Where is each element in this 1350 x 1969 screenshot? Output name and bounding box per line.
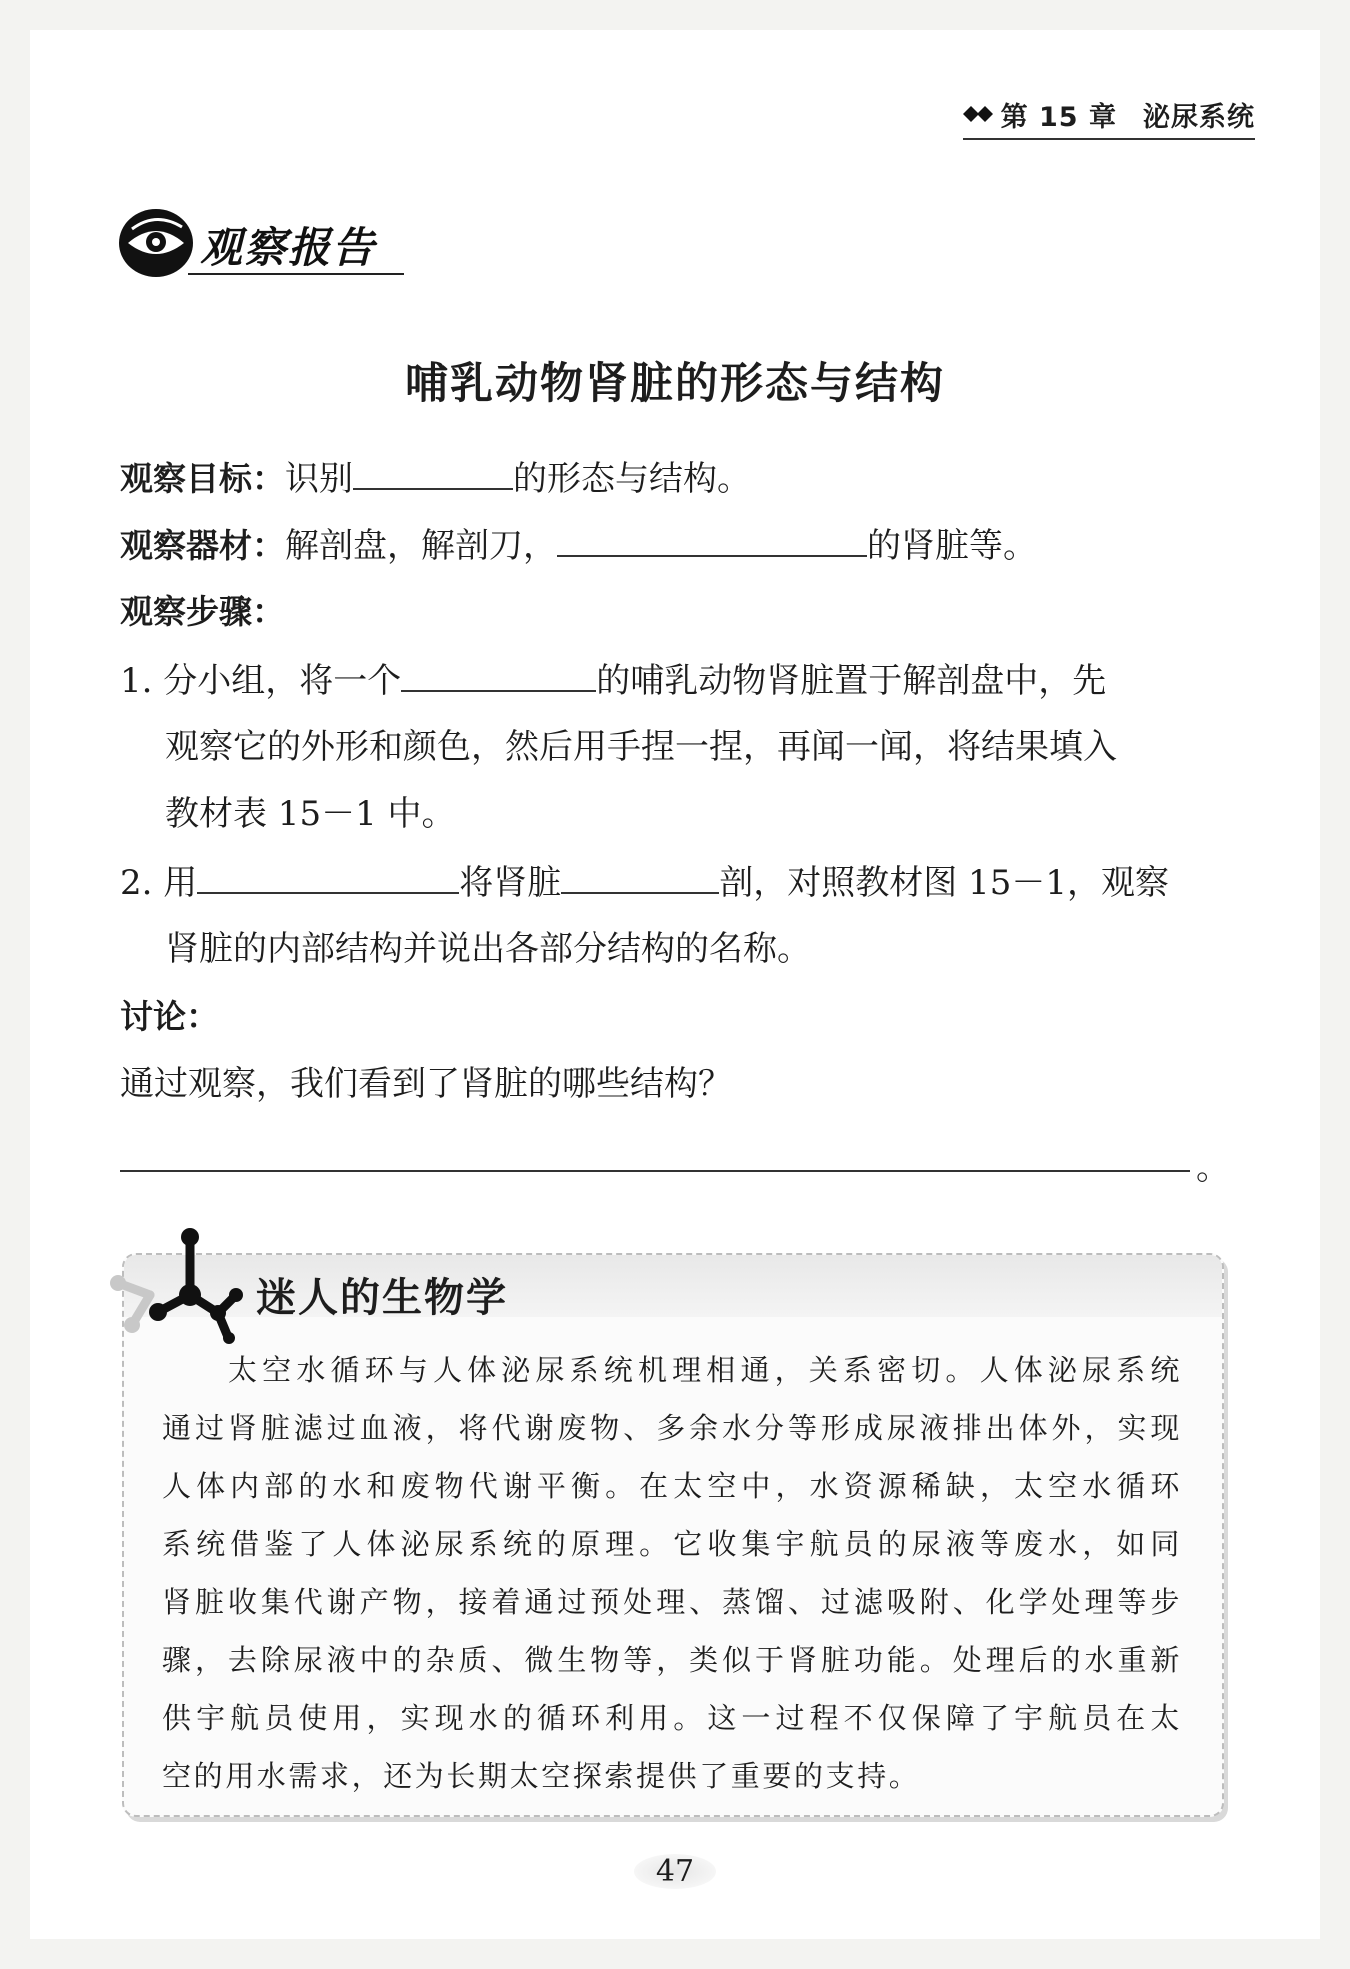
eye-icon [118, 205, 196, 279]
objective-blank[interactable] [353, 458, 513, 490]
step1-line1 [120, 660, 1106, 701]
step1-text-before: 1. 分小组，将一个 [120, 661, 402, 701]
chapter-number: 第 15 章 [1000, 101, 1117, 133]
objective-label: 观察目标： [120, 459, 285, 498]
step2-line1 [120, 862, 1169, 903]
materials-label: 观察器材： [120, 526, 285, 565]
discussion-label: 讨论： [120, 997, 219, 1036]
bio-paragraph-line: 供宇航员使用，实现水的循环利用。这一过程不仅保障了宇航员在太 [162, 1701, 1182, 1735]
step2-part3: 剖，对照教材图 15－1，观察 [719, 863, 1169, 903]
materials-text-after: 的肾脏等。 [867, 526, 1037, 566]
section-badge [118, 205, 408, 281]
step1-blank[interactable] [401, 660, 596, 692]
step1-line3: 教材表 15－1 中。 [165, 794, 456, 834]
objective-line [120, 458, 751, 499]
section-badge-title: 观察报告 [200, 223, 377, 272]
step2-direction-blank[interactable] [561, 862, 719, 894]
bio-paragraph-line: 骤，去除尿液中的杂质、微生物等，类似于肾脏功能。处理后的水重新 [162, 1643, 1182, 1677]
step1-text-after: 的哺乳动物肾脏置于解剖盘中，先 [596, 661, 1107, 701]
materials-blank[interactable] [557, 525, 867, 557]
steps-label-line [120, 592, 285, 632]
discussion-answer-line[interactable] [120, 1170, 1190, 1172]
steps-label: 观察步骤： [120, 592, 285, 631]
step2-tool-blank[interactable] [197, 862, 459, 894]
page-number: 47 [634, 1854, 716, 1889]
molecule-icon [110, 1225, 250, 1345]
materials-text-before: 解剖盘，解剖刀， [285, 526, 557, 566]
chapter-header [963, 92, 1255, 140]
step2-part2: 将肾脏 [459, 863, 562, 903]
bio-paragraph-line: 通过肾脏滤过血液，将代谢废物、多余水分等形成尿液排出体外，实现 [162, 1411, 1182, 1445]
bio-paragraph-line: 肾脏收集代谢产物，接着通过预处理、蒸馏、过滤吸附、化学处理等步 [162, 1585, 1182, 1619]
discussion-label-line [120, 997, 219, 1037]
fascinating-biology-title: 迷人的生物学 [256, 1275, 508, 1321]
bio-paragraph-line: 空的用水需求，还为长期太空探索提供了重要的支持。 [162, 1759, 921, 1793]
step2-line2: 肾脏的内部结构并说出各部分结构的名称。 [165, 929, 811, 969]
discussion-end-mark: 。 [1196, 1148, 1230, 1188]
bio-paragraph-line: 系统借鉴了人体泌尿系统的原理。它收集宇航员的尿液等废水，如同 [162, 1527, 1182, 1561]
bio-paragraph-line: 人体内部的水和废物代谢平衡。在太空中，水资源稀缺，太空水循环 [162, 1469, 1182, 1503]
objective-text-after: 的形态与结构。 [513, 459, 751, 499]
step2-part1: 2. 用 [120, 863, 198, 903]
page-number-wrap [0, 1854, 1350, 1889]
badge-underline [188, 273, 404, 275]
step1-line2: 观察它的外形和颜色，然后用手捏一捏，再闻一闻，将结果填入 [165, 727, 1117, 767]
bio-paragraph-line: 太空水循环与人体泌尿系统机理相通，关系密切。人体泌尿系统 [228, 1353, 1182, 1387]
chapter-name: 泌尿系统 [1143, 101, 1255, 133]
double-diamond-icon [963, 104, 995, 124]
objective-text-before: 识别 [285, 459, 353, 499]
page-title: 哺乳动物肾脏的形态与结构 [405, 359, 945, 409]
materials-line [120, 525, 1037, 566]
discussion-question: 通过观察，我们看到了肾脏的哪些结构？ [120, 1064, 732, 1104]
